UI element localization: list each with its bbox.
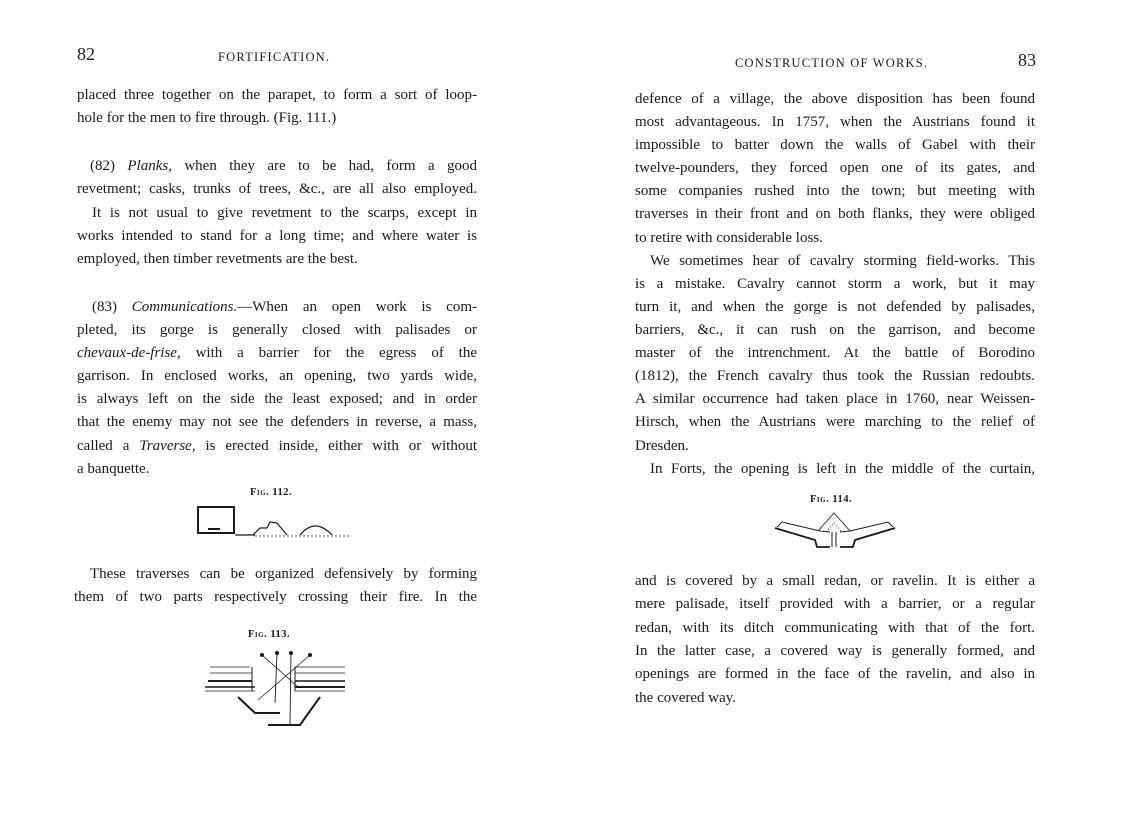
text-line: (82) Planks, when they are to be had, form a good bbox=[90, 158, 477, 174]
text-line: turn it, and when the gorge is not defended by palisades, bbox=[635, 299, 1035, 315]
text-line: These traverses can be organized defensively by forming bbox=[90, 566, 477, 582]
text-line: mere palisade, itself provided with a barrier, or a regular bbox=[635, 596, 1035, 612]
text-line: A similar occurrence had taken place in 1760, near Weissen- bbox=[635, 391, 1035, 407]
running-head: CONSTRUCTION OF WORKS. bbox=[735, 56, 929, 70]
text-line: pleted, its gorge is generally closed with palisades or bbox=[77, 322, 477, 338]
text-line: (1812), the French cavalry thus took the Russian redoubts. bbox=[635, 368, 1035, 384]
text-line: the covered way. bbox=[635, 690, 737, 706]
running-head: FORTIFICATION. bbox=[218, 50, 331, 64]
text-line: barriers, &c., it can rush on the garrison, and become bbox=[635, 322, 1035, 338]
text-line: twelve-pounders, they forced open one of its gates, and bbox=[635, 160, 1035, 176]
text-line: redan, with its ditch communicating with that of the fort. bbox=[635, 620, 1035, 636]
text-line: We sometimes hear of cavalry storming field-works. This bbox=[650, 253, 1035, 269]
text-line: them of two parts respectively crossing their fire. In the bbox=[74, 589, 477, 605]
text-line: master of the intrenchment. At the battle of Borodino bbox=[635, 345, 1035, 361]
text-line: employed, then timber revetments are the best. bbox=[77, 251, 358, 267]
text-line: that the enemy may not see the defenders in reverse, a mass, bbox=[77, 414, 477, 430]
text-line: defence of a village, the above disposition has been found bbox=[635, 91, 1035, 107]
figure-113-divided-traverse bbox=[200, 645, 350, 730]
text-line: Dresden. bbox=[635, 438, 689, 454]
text-line: to retire with considerable loss. bbox=[635, 230, 823, 246]
text-line: works intended to stand for a long time; and where water is bbox=[77, 228, 477, 244]
text-line: placed three together on the parapet, to form a sort of loop- bbox=[77, 87, 477, 103]
text-line: openings are formed in the face of the ravelin, and also in bbox=[635, 666, 1035, 682]
figure-114-ravelin bbox=[770, 510, 900, 550]
text-line: called a Traverse, is erected inside, either with or without bbox=[77, 438, 478, 454]
text-line: It is not usual to give revetment to the scarps, except in bbox=[92, 205, 477, 221]
figure-caption: Fig. 112. bbox=[250, 487, 293, 498]
text-line: traverses in their front and on both flanks, they were obliged bbox=[635, 206, 1035, 222]
text-line: most advantageous. In 1757, when the Austrians found it bbox=[635, 114, 1035, 130]
text-line: Hirsch, when the Austrians were marching to the relief of bbox=[635, 414, 1035, 430]
text-line: garrison. In enclosed works, an opening, two yards wide, bbox=[77, 368, 477, 384]
page-number: 83 bbox=[1018, 50, 1036, 70]
text-line: is always left on the side the least exposed; and in order bbox=[77, 391, 477, 407]
text-line: (83) Communications.—When an open work is com- bbox=[92, 299, 477, 315]
text-line: some companies rushed into the town; but meeting with bbox=[635, 183, 1035, 199]
text-line: In the latter case, a covered way is generally formed, and bbox=[635, 643, 1035, 659]
figure-112-traverse-profile bbox=[195, 502, 355, 542]
text-line: impossible to batter down the walls of Gabel with their bbox=[635, 137, 1035, 153]
text-line: is a mistake. Cavalry cannot storm a work, but it may bbox=[635, 276, 1035, 292]
page-number: 82 bbox=[77, 44, 95, 64]
text-line: and is covered by a small redan, or ravelin. It is either a bbox=[635, 573, 1035, 589]
text-line: hole for the men to fire through. (Fig. 111.) bbox=[77, 110, 337, 126]
figure-caption: Fig. 113. bbox=[248, 629, 291, 640]
text-line: In Forts, the opening is left in the middle of the curtain, bbox=[650, 461, 1035, 477]
text-line: a banquette. bbox=[77, 461, 150, 477]
text-line: revetment; casks, trunks of trees, &c., are all also employed. bbox=[77, 181, 477, 197]
figure-caption: Fig. 114. bbox=[810, 494, 853, 505]
text-line: chevaux-de-frise, with a barrier for the egress of the bbox=[77, 345, 477, 361]
